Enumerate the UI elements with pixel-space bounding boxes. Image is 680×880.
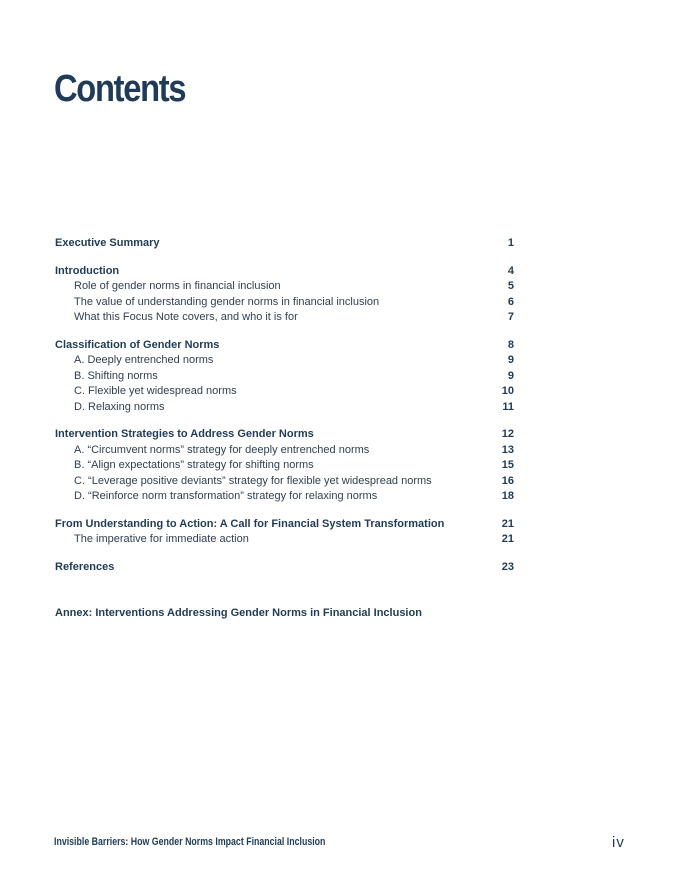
toc-subentry-label: D. Relaxing norms: [74, 400, 165, 413]
toc-section: [55, 560, 514, 576]
toc-entry-references[interactable]: [55, 560, 514, 576]
toc-entry-page: 23: [501, 560, 514, 573]
toc-entry-label: From Understanding to Action: A Call for Financial System Transformation: [55, 517, 445, 530]
toc-entry-label: References: [55, 560, 115, 573]
toc-subentry[interactable]: [55, 489, 514, 505]
toc-subentry-label: What this Focus Note covers, and who it is for: [74, 311, 298, 323]
toc-subentry-label: A. “Circumvent norms” strategy for deeply entrenched norms: [74, 443, 370, 456]
toc-subentry-page: 10: [501, 385, 514, 397]
toc-subentry-label: B. “Align expectations” strategy for shifting norms: [74, 459, 314, 471]
toc-subentry-label: B. Shifting norms: [74, 369, 158, 382]
toc-subentry-label: The value of understanding gender norms in financial inclusion: [74, 295, 380, 308]
toc-subentry[interactable]: [55, 279, 514, 295]
toc-subentry[interactable]: [55, 310, 514, 326]
toc-entry-annex[interactable]: Annex: Interventions Addressing Gender Norms in Financial Inclusion: [55, 607, 422, 619]
toc-subentry-page: 7: [507, 311, 514, 323]
toc-subentry-label: Role of gender norms in financial inclusion: [74, 280, 281, 292]
toc-subentry[interactable]: [55, 369, 514, 385]
toc-entry-executive-summary[interactable]: [55, 236, 514, 252]
toc-subentry-page: 9: [507, 354, 514, 366]
toc-section: [55, 264, 514, 326]
toc-subentry-page: 21: [501, 533, 514, 545]
toc-entry-page: 4: [507, 264, 514, 277]
toc-entry-page: 1: [507, 237, 514, 249]
toc-subentry[interactable]: [55, 532, 514, 548]
toc-entry-introduction[interactable]: [55, 264, 514, 280]
toc-subentry[interactable]: [55, 400, 514, 416]
footer-page-number: iv: [612, 834, 625, 851]
toc-subentry-label: C. Flexible yet widespread norms: [74, 385, 237, 397]
toc-entry-classification[interactable]: [55, 338, 514, 354]
toc-section: [55, 427, 514, 505]
toc-entry-label: Introduction: [55, 264, 120, 277]
toc-subentry-page: 18: [501, 490, 514, 502]
toc-entry-page: 21: [501, 517, 514, 530]
toc-subentry[interactable]: [55, 443, 514, 459]
toc-subentry-page: 11: [502, 400, 514, 413]
toc-entry-page: 12: [501, 428, 514, 440]
toc-entry-intervention-strategies[interactable]: [55, 427, 514, 443]
toc-entry-label: Classification of Gender Norms: [55, 338, 220, 351]
toc-subentry-page: 9: [507, 369, 514, 382]
toc-subentry-label: A. Deeply entrenched norms: [74, 354, 214, 366]
toc-subentry-page: 5: [507, 280, 514, 292]
toc-subentry[interactable]: [55, 474, 514, 490]
toc-subentry-page: 13: [501, 443, 514, 456]
toc-entry-page: 8: [507, 338, 514, 351]
toc-subentry-page: 15: [501, 459, 514, 471]
toc-subentry[interactable]: [55, 458, 514, 474]
toc-section: [55, 236, 514, 252]
toc-subentry-page: 6: [507, 295, 514, 308]
toc-subentry[interactable]: [55, 384, 514, 400]
toc-section: [55, 338, 514, 416]
toc-subentry-label: The imperative for immediate action: [74, 533, 249, 545]
toc-subentry[interactable]: [55, 353, 514, 369]
toc-subentry[interactable]: [55, 295, 514, 311]
footer-document-title: Invisible Barriers: How Gender Norms Impact Financial Inclusion: [54, 836, 326, 848]
toc-entry-label: Executive Summary: [55, 237, 160, 249]
toc-subentry-page: 16: [501, 474, 514, 487]
toc-section: [55, 517, 514, 548]
toc-subentry-label: C. “Leverage positive deviants” strategy for flexible yet widespread norms: [74, 474, 432, 487]
toc-entry-understanding-to-action[interactable]: [55, 517, 514, 533]
toc-entry-label: Intervention Strategies to Address Gender Norms: [55, 428, 314, 440]
page-title: Contents: [54, 68, 186, 110]
toc-subentry-label: D. “Reinforce norm transformation” strategy for relaxing norms: [74, 490, 378, 502]
table-of-contents: [55, 236, 514, 619]
